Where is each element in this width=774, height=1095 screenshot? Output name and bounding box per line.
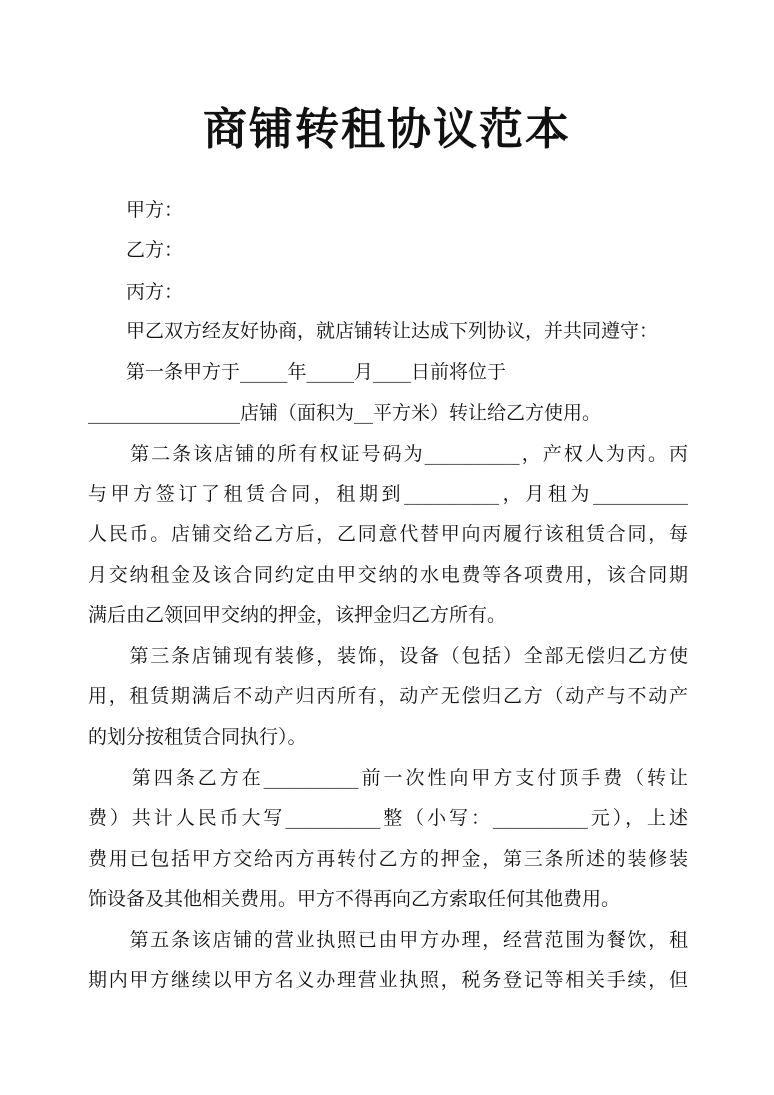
clause-3-line-2: 用，租赁期满后不动产归丙所有，动产无偿归乙方（动产与不动产 [88, 685, 688, 707]
clause-4-line-4: 饰设备及其他相关费用。甲方不得再向乙方索取任何其他费用。 [88, 888, 621, 910]
clause-2-line-5: 满后由乙领回甲交纳的押金，该押金归乙方所有。 [88, 604, 507, 626]
clause-4-line-2: 费）共计人民币大写__________整（小写：__________元），上述 [88, 807, 688, 829]
clause-5-line-1: 第五条该店铺的营业执照已由甲方办理，经营范围为餐饮，租 [88, 929, 688, 951]
clause-3-line-1: 第三条店铺现有装修，装饰，设备（包括）全部无偿归乙方使 [88, 645, 688, 667]
party-a-line: 甲方： [88, 199, 184, 221]
clause-2-line-3: 人民币。店铺交给乙方后，乙同意代替甲向丙履行该租赁合同，每 [88, 523, 688, 545]
party-b-line: 乙方： [88, 239, 184, 261]
clause-2-line-1: 第二条该店铺的所有权证号码为__________，产权人为丙。丙 [88, 443, 688, 465]
party-c-line: 丙方： [88, 281, 184, 303]
clause-4-line-1: 第四条乙方在__________前一次性向甲方支付顶手费（转让 [88, 767, 688, 789]
preamble-line: 甲乙双方经友好协商，就店铺转让达成下列协议，并共同遵守： [88, 320, 659, 342]
clause-3-line-3: 的划分按租赁合同执行）。 [88, 726, 307, 748]
clause-5-line-2: 期内甲方继续以甲方名义办理营业执照，税务登记等相关手续，但 [88, 969, 688, 991]
clause-2-line-2: 与甲方签订了租赁合同，租期到__________，月租为__________ [88, 483, 688, 505]
clause-1-line-1: 第一条甲方于_____年_____月____日前将位于 [88, 361, 507, 383]
clause-1-line-2: ________________店铺（面积为__平方米）转让给乙方使用。 [88, 402, 602, 424]
clause-2-line-4: 月交纳租金及该合同约定由甲交纳的水电费等各项费用，该合同期 [88, 564, 688, 586]
document-title: 商铺转租协议范本 [203, 104, 571, 155]
clause-4-line-3: 费用已包括甲方交给丙方再转付乙方的押金，第三条所述的装修装 [88, 848, 688, 870]
